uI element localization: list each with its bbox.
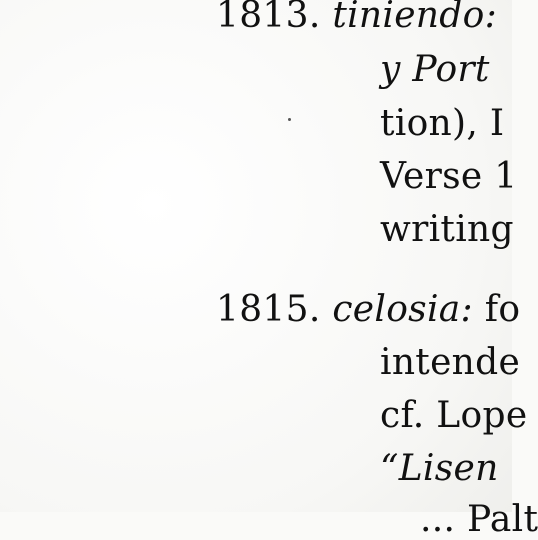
entry-headword: celosia: bbox=[332, 289, 473, 330]
entry-number: 1813. bbox=[216, 0, 321, 36]
entry-1813-line-1 bbox=[216, 0, 497, 36]
entry-1813-line-5: writing bbox=[380, 209, 514, 250]
entry-headword-tail: fo bbox=[472, 289, 521, 330]
entry-1813-line-2: y Port bbox=[380, 49, 490, 90]
entry-1813-line-3: tion), I bbox=[380, 103, 505, 144]
entry-1815-line-4: “Lisen bbox=[380, 448, 499, 489]
ink-speck bbox=[288, 118, 291, 121]
entry-1815-line-1 bbox=[216, 290, 520, 330]
entry-1813-line-4: Verse 1 bbox=[380, 156, 518, 197]
entry-1815-line-5: ... Palt bbox=[420, 499, 538, 540]
entry-1815-line-3: cf. Lope bbox=[380, 395, 528, 436]
entry-1815-line-2: intende bbox=[380, 342, 521, 383]
entry-number: 1815. bbox=[216, 289, 321, 330]
entry-headword: tiniendo: bbox=[332, 0, 498, 36]
